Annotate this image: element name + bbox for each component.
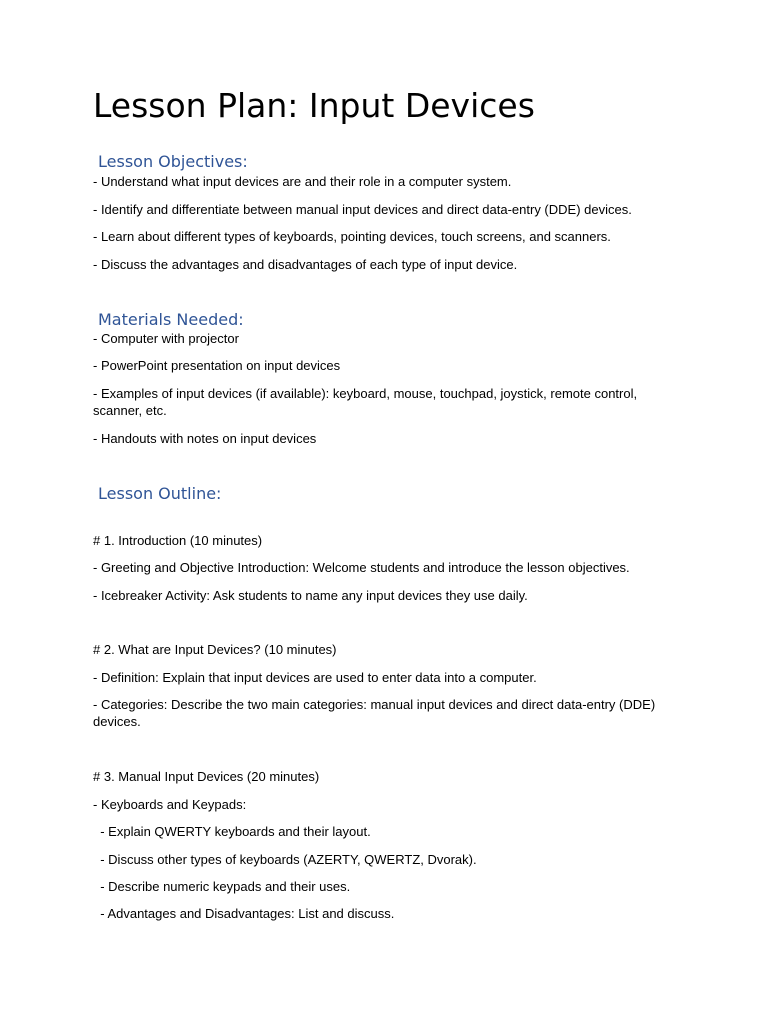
outline-item: - Keyboards and Keypads: <box>93 797 247 812</box>
material-item: - Computer with projector <box>93 331 239 346</box>
outline-subitem: - Advantages and Disadvantages: List and discuss. <box>93 906 395 921</box>
objective-item: - Discuss the advantages and disadvantages of each type of input device. <box>93 257 518 272</box>
material-item: - Examples of input devices (if available): keyboard, mouse, touchpad, joystick, remote control, scanner, etc. <box>93 386 638 418</box>
outline-subitem: - Discuss other types of keyboards (AZERTY, QWERTZ, Dvorak). <box>93 852 477 867</box>
outline-subitem: - Explain QWERTY keyboards and their layout. <box>93 824 371 839</box>
objectives-heading: Lesson Objectives: <box>98 152 248 171</box>
page-title: Lesson Plan: Input Devices <box>93 86 535 125</box>
outline-section-title: # 3. Manual Input Devices (20 minutes) <box>93 769 320 784</box>
outline-subitem: - Describe numeric keypads and their uses. <box>93 879 351 894</box>
outline-section-title: # 2. What are Input Devices? (10 minutes) <box>93 642 337 657</box>
materials-heading: Materials Needed: <box>98 310 244 329</box>
outline-heading: Lesson Outline: <box>98 484 222 503</box>
outline-section-title: # 1. Introduction (10 minutes) <box>93 533 263 548</box>
objective-item: - Learn about different types of keyboards, pointing devices, touch screens, and scanners. <box>93 229 611 244</box>
objective-item: - Understand what input devices are and their role in a computer system. <box>93 174 512 189</box>
outline-item: - Icebreaker Activity: Ask students to name any input devices they use daily. <box>93 588 528 603</box>
outline-item: - Definition: Explain that input devices are used to enter data into a computer. <box>93 670 537 685</box>
outline-item: - Categories: Describe the two main categories: manual input devices and direct data-entry (DDE) devices. <box>93 697 656 729</box>
objective-item: - Identify and differentiate between manual input devices and direct data-entry (DDE) devices. <box>93 202 632 217</box>
material-item: - Handouts with notes on input devices <box>93 431 317 446</box>
outline-item: - Greeting and Objective Introduction: Welcome students and introduce the lesson objectives. <box>93 560 630 575</box>
material-item: - PowerPoint presentation on input devices <box>93 358 341 373</box>
